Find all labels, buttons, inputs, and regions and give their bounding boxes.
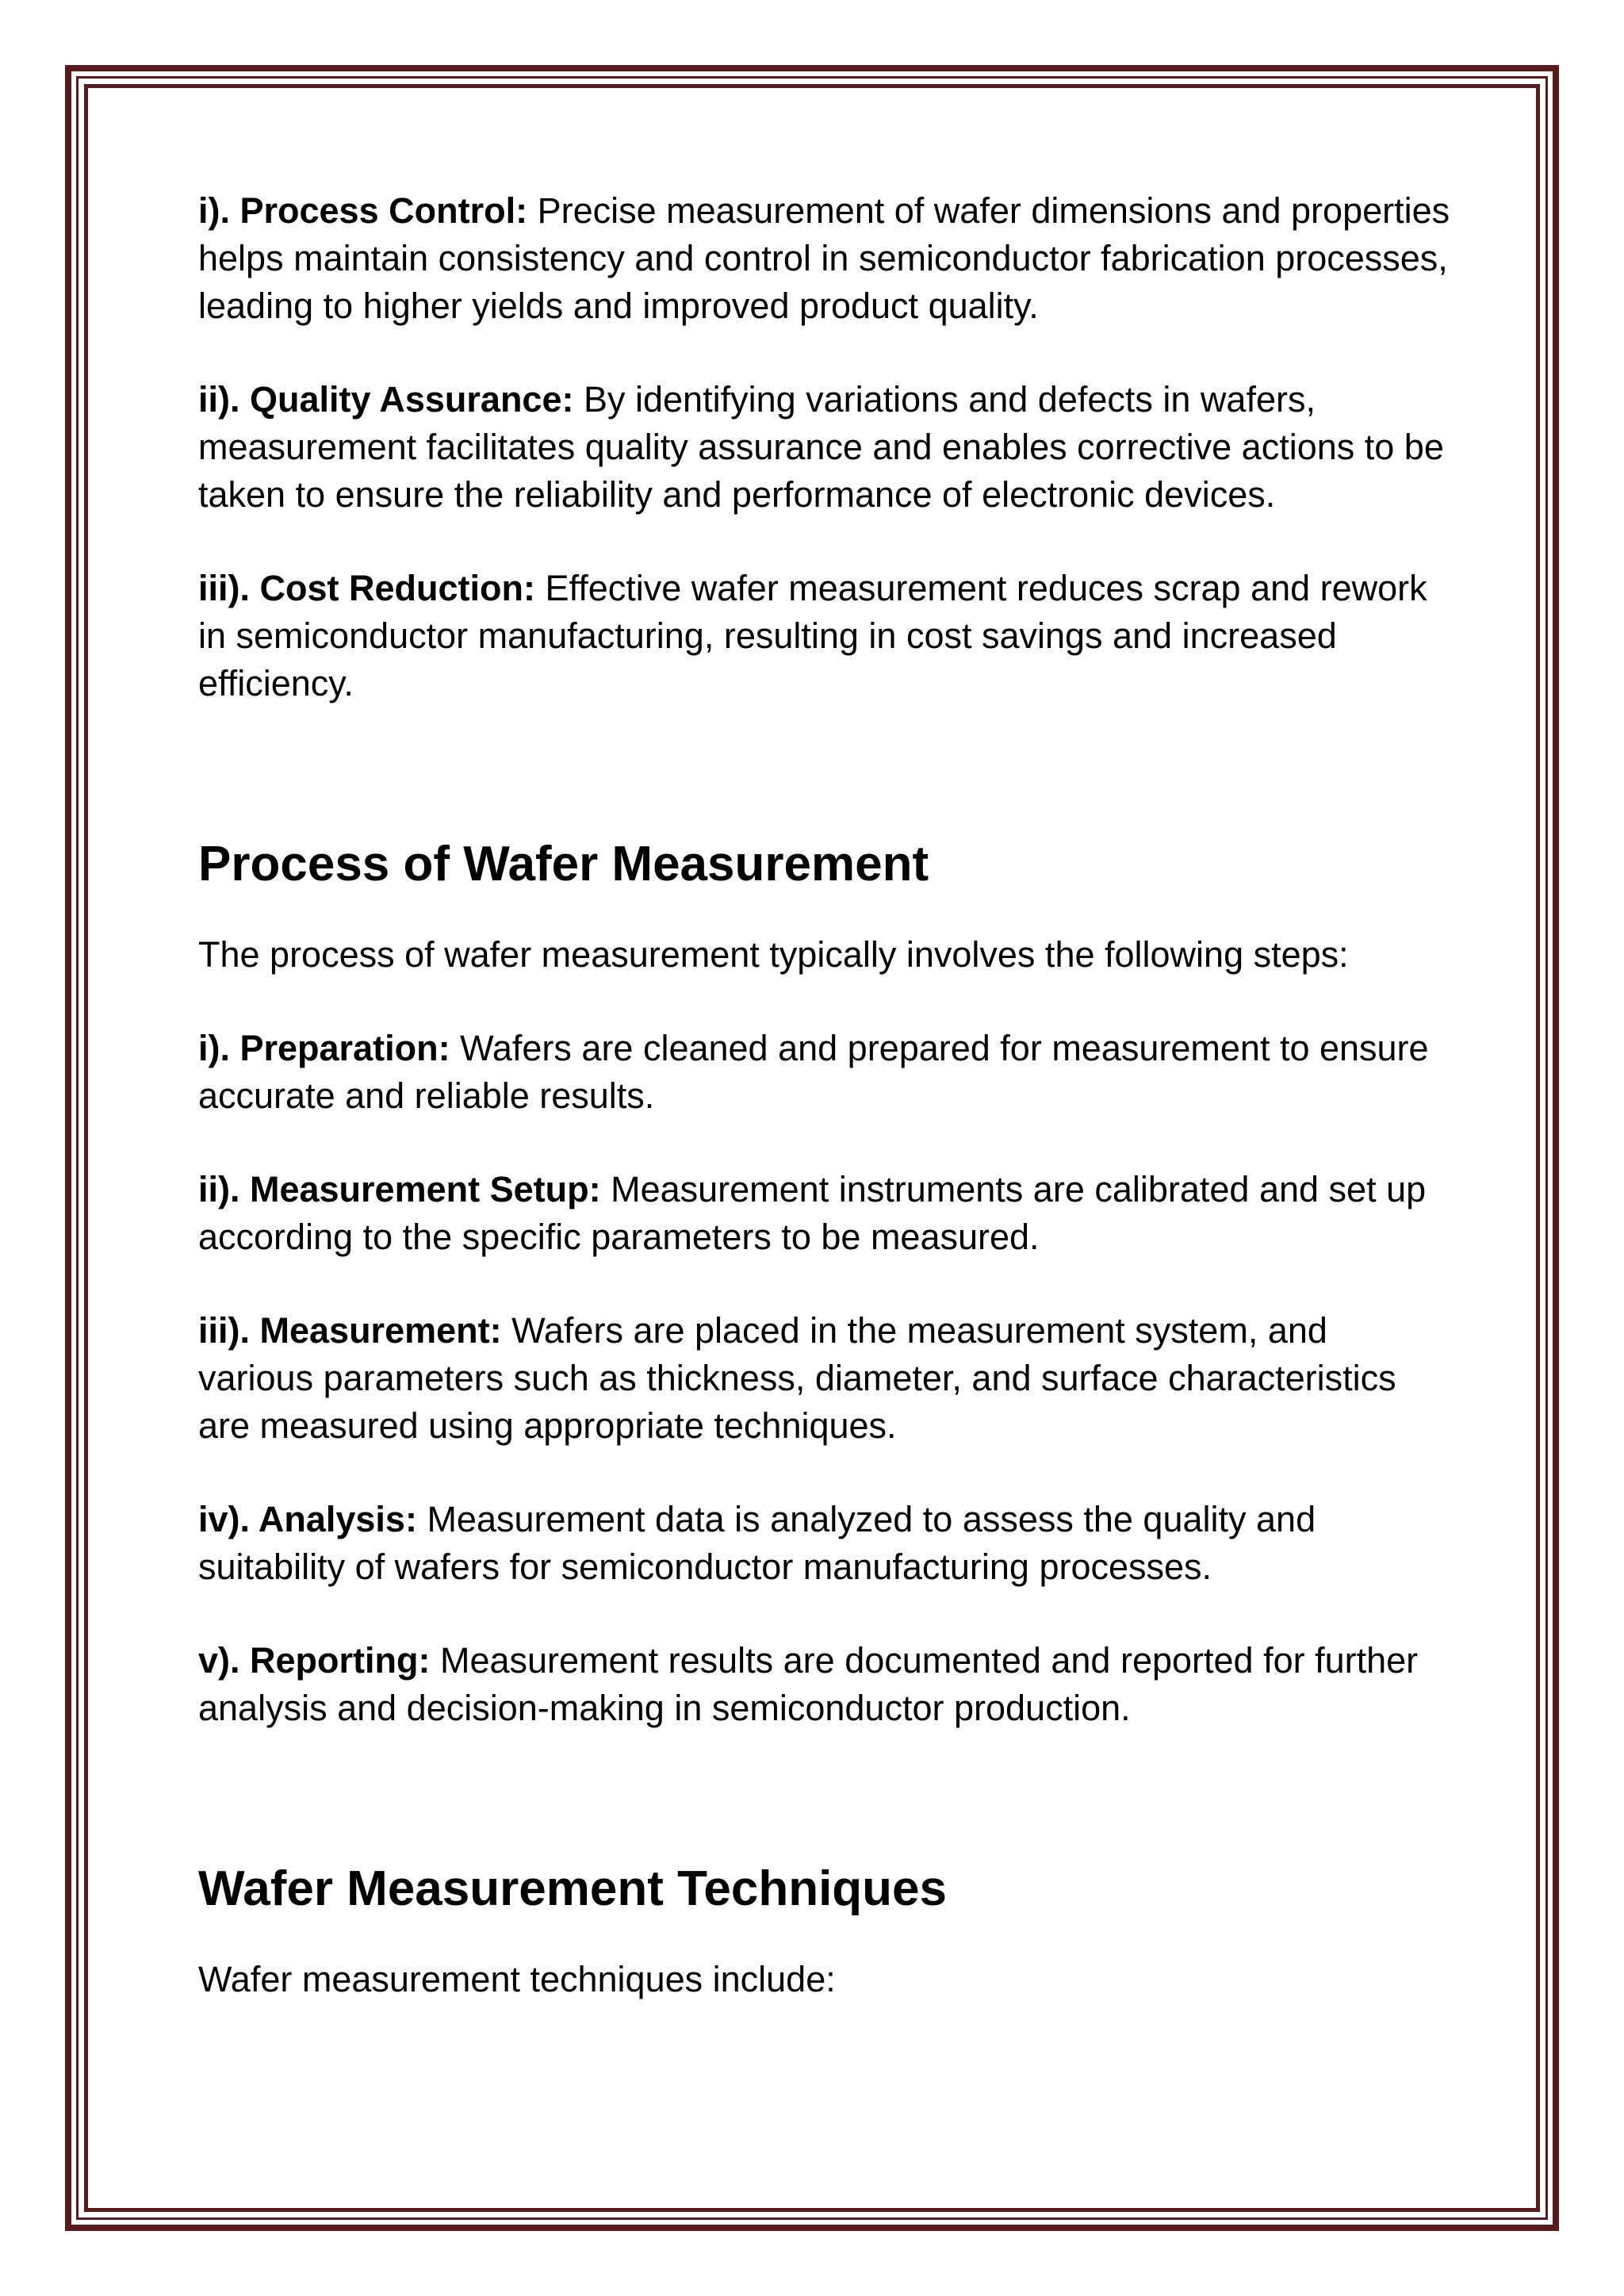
- process-step-measurement-setup: [198, 1166, 1451, 1261]
- process-step-analysis: [198, 1496, 1451, 1591]
- step-text: Wafers are cleaned and prepared for measurement to ensure accurate and reliable results.: [198, 1028, 1429, 1116]
- benefit-label: iii). Cost Reduction:: [198, 568, 535, 608]
- techniques-section-heading: Wafer Measurement Techniques: [198, 1861, 948, 1916]
- step-label: i). Preparation:: [198, 1028, 450, 1068]
- step-text: Measurement results are documented and reported for further analysis and decision-making in semiconductor production.: [198, 1640, 1419, 1728]
- benefit-label: ii). Quality Assurance:: [198, 379, 574, 420]
- benefit-text: Effective wafer measurement reduces scrap and rework in semiconductor manufacturing, resulting in cost savings and increased efficiency.: [198, 568, 1427, 703]
- step-text: Measurement data is analyzed to assess the quality and suitability of wafers for semiconductor manufacturing processes.: [198, 1499, 1316, 1587]
- techniques-section-intro: Wafer measurement techniques include:: [198, 1959, 836, 1999]
- process-section-heading: Process of Wafer Measurement: [198, 837, 929, 891]
- step-text: Wafers are placed in the measurement system, and various parameters such as thickness, diameter, and surface characteristics are measured using appropriate techniques.: [198, 1310, 1396, 1446]
- document-body: [198, 187, 1451, 2003]
- benefit-text: By identifying variations and defects in wafers, measurement facilitates quality assurance and enables corrective actions to be taken to ensure the reliability and performance of electronic devices.: [198, 379, 1444, 515]
- benefit-process-control: [198, 187, 1451, 330]
- benefit-label: i). Process Control:: [198, 190, 528, 231]
- process-step-measurement: [198, 1307, 1451, 1450]
- step-label: v). Reporting:: [198, 1640, 431, 1681]
- step-label: ii). Measurement Setup:: [198, 1169, 601, 1209]
- benefit-cost-reduction: [198, 565, 1451, 707]
- benefit-quality-assurance: [198, 376, 1451, 519]
- step-label: iv). Analysis:: [198, 1499, 417, 1539]
- process-section-intro: The process of wafer measurement typically involves the following steps:: [198, 934, 1349, 975]
- step-label: iii). Measurement:: [198, 1310, 502, 1351]
- benefit-text: Precise measurement of wafer dimensions and properties helps maintain consistency and control in semiconductor fabrication processes, leading to higher yields and improved product quality.: [198, 190, 1450, 326]
- process-step-preparation: [198, 1025, 1451, 1120]
- step-text: Measurement instruments are calibrated and set up according to the specific parameters to be measured.: [198, 1169, 1427, 1257]
- process-step-reporting: [198, 1637, 1451, 1732]
